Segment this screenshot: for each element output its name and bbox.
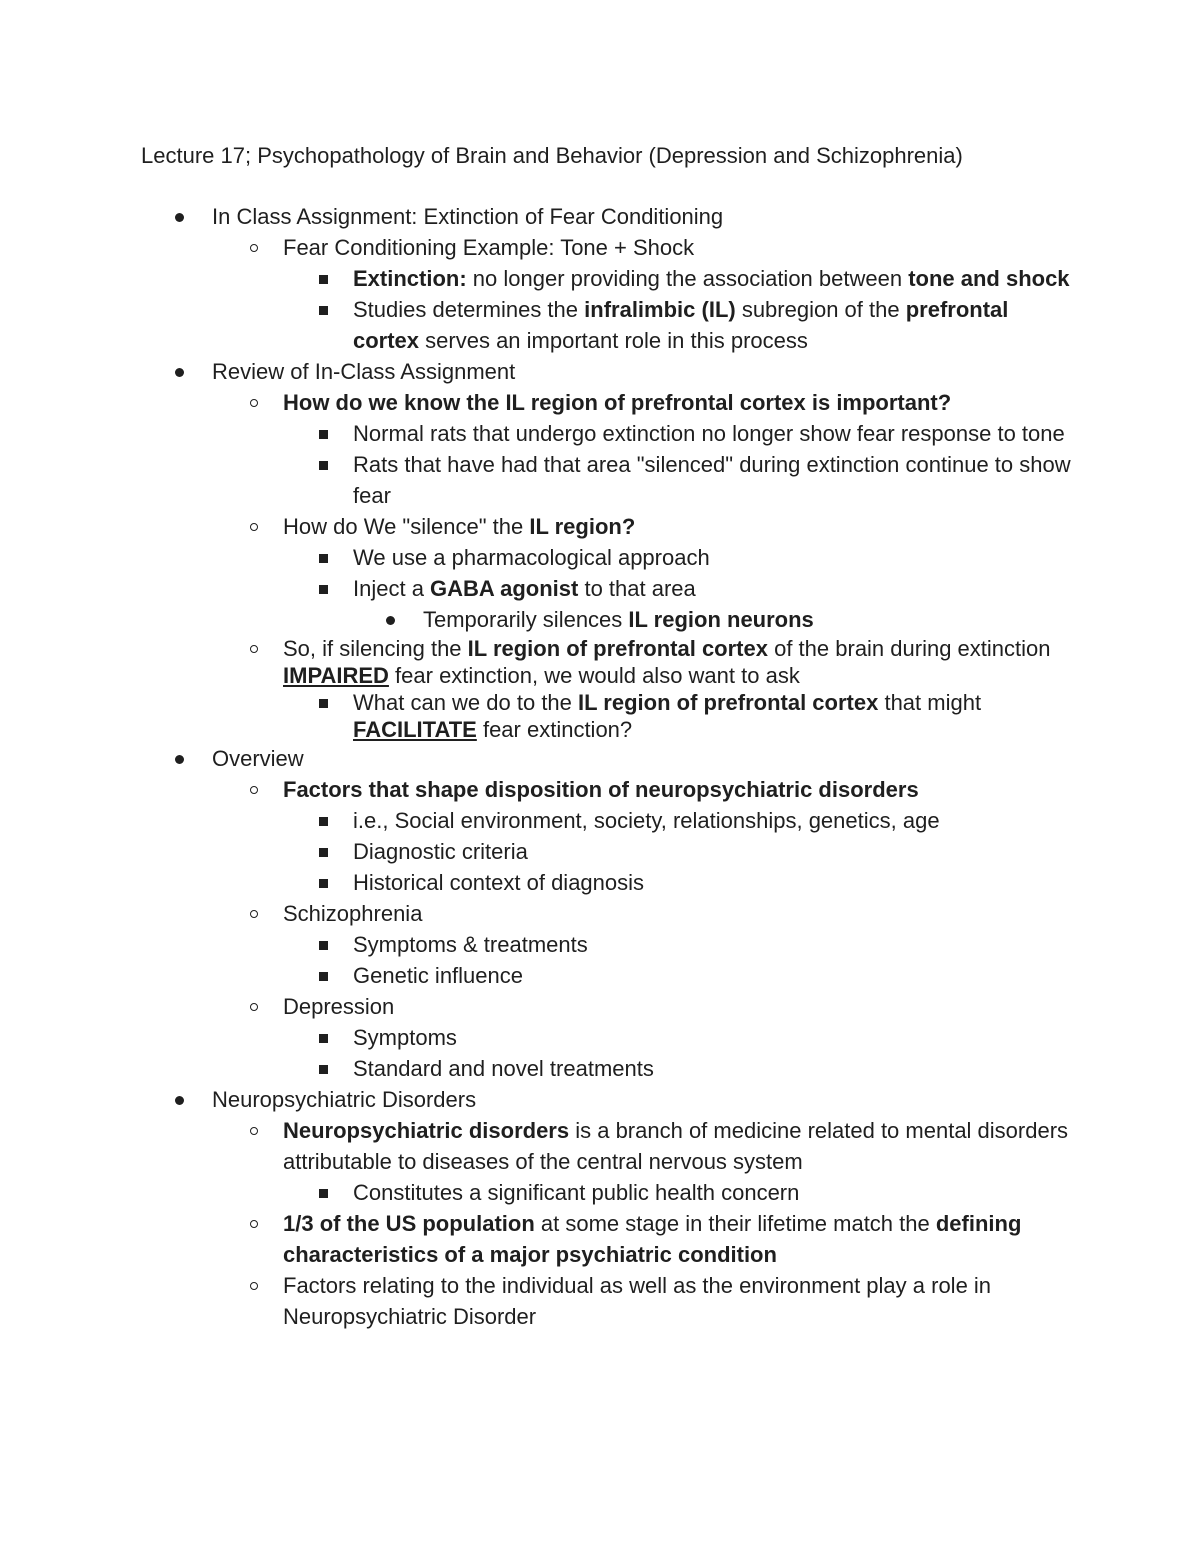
list-item-what-can-we-do: What can we do to the IL region of prefrontal cortex that might FACILITATE fear extinction? (353, 689, 1073, 743)
square-bullet-icon (319, 1022, 329, 1053)
list-item-review: Review of In-Class Assignment (212, 356, 1092, 387)
hollow-bullet-icon (250, 232, 260, 263)
square-bullet-icon (319, 573, 329, 604)
list-item: Standard and novel treatments (353, 1053, 1073, 1084)
filled-bullet-icon (175, 743, 185, 774)
list-item-fear-conditioning-example: Fear Conditioning Example: Tone + Shock (283, 232, 1073, 263)
square-bullet-icon (319, 449, 329, 480)
list-item-in-class-assignment: In Class Assignment: Extinction of Fear Conditioning (212, 201, 1092, 232)
filled-bullet-icon (175, 201, 185, 232)
list-item-how-silence: How do We "silence" the IL region? (283, 511, 1073, 542)
list-item-inject: Inject a GABA agonist to that area (353, 573, 1073, 604)
list-item-neuropsychiatric-disorders: Neuropsychiatric Disorders (212, 1084, 1092, 1115)
list-item: Diagnostic criteria (353, 836, 1073, 867)
square-bullet-icon (319, 418, 329, 449)
list-item-one-third: 1/3 of the US population at some stage in their lifetime match the defining characteristics of a major psychiatric condition (283, 1208, 1073, 1270)
list-item-extinction: Extinction: no longer providing the association between tone and shock (353, 263, 1073, 294)
list-item: Historical context of diagnosis (353, 867, 1073, 898)
hollow-bullet-icon (250, 1270, 260, 1301)
filled-bullet-icon (386, 604, 396, 635)
list-item-schizophrenia: Schizophrenia (283, 898, 1073, 929)
hollow-bullet-icon (250, 511, 260, 542)
square-bullet-icon (319, 836, 329, 867)
page-title: Lecture 17; Psychopathology of Brain and Behavior (Depression and Schizophrenia) (141, 143, 963, 168)
square-bullet-icon (319, 689, 329, 716)
list-item-silenced-rats: Rats that have had that area "silenced" during extinction continue to show fear (353, 449, 1073, 511)
list-item-pharmacological: We use a pharmacological approach (353, 542, 1073, 573)
square-bullet-icon (319, 867, 329, 898)
list-item-temporarily: Temporarily silences IL region neurons (423, 604, 1073, 635)
square-bullet-icon (319, 929, 329, 960)
list-item-studies: Studies determines the infralimbic (IL) subregion of the prefrontal cortex serves an important role in this process (353, 294, 1073, 356)
filled-bullet-icon (175, 1084, 185, 1115)
hollow-bullet-icon (250, 1208, 260, 1239)
list-item-depression: Depression (283, 991, 1073, 1022)
square-bullet-icon (319, 960, 329, 991)
square-bullet-icon (319, 1177, 329, 1208)
hollow-bullet-icon (250, 774, 260, 805)
list-item-so-if: So, if silencing the IL region of prefrontal cortex of the brain during extinction IMPAIRED fear extinction, we would also want to ask (283, 635, 1073, 689)
list-item: i.e., Social environment, society, relationships, genetics, age (353, 805, 1073, 836)
list-item: Symptoms (353, 1022, 1073, 1053)
square-bullet-icon (319, 1053, 329, 1084)
filled-bullet-icon (175, 356, 185, 387)
list-item-factors: Factors that shape disposition of neuropsychiatric disorders (283, 774, 1073, 805)
square-bullet-icon (319, 805, 329, 836)
square-bullet-icon (319, 542, 329, 573)
square-bullet-icon (319, 294, 329, 325)
hollow-bullet-icon (250, 635, 260, 662)
hollow-bullet-icon (250, 1115, 260, 1146)
list-item-public-health: Constitutes a significant public health concern (353, 1177, 1073, 1208)
hollow-bullet-icon (250, 898, 260, 929)
list-item: Genetic influence (353, 960, 1073, 991)
list-item-normal-rats: Normal rats that undergo extinction no longer show fear response to tone (353, 418, 1073, 449)
list-item-factors-individual: Factors relating to the individual as well as the environment play a role in Neuropsychiatric Disorder (283, 1270, 1073, 1332)
hollow-bullet-icon (250, 387, 260, 418)
hollow-bullet-icon (250, 991, 260, 1022)
notes-outline (0, 201, 1200, 1332)
list-item: Symptoms & treatments (353, 929, 1073, 960)
list-item-definition: Neuropsychiatric disorders is a branch of medicine related to mental disorders attributable to diseases of the central nervous system (283, 1115, 1073, 1177)
square-bullet-icon (319, 263, 329, 294)
list-item-question: How do we know the IL region of prefrontal cortex is important? (283, 387, 1073, 418)
list-item-overview: Overview (212, 743, 1092, 774)
